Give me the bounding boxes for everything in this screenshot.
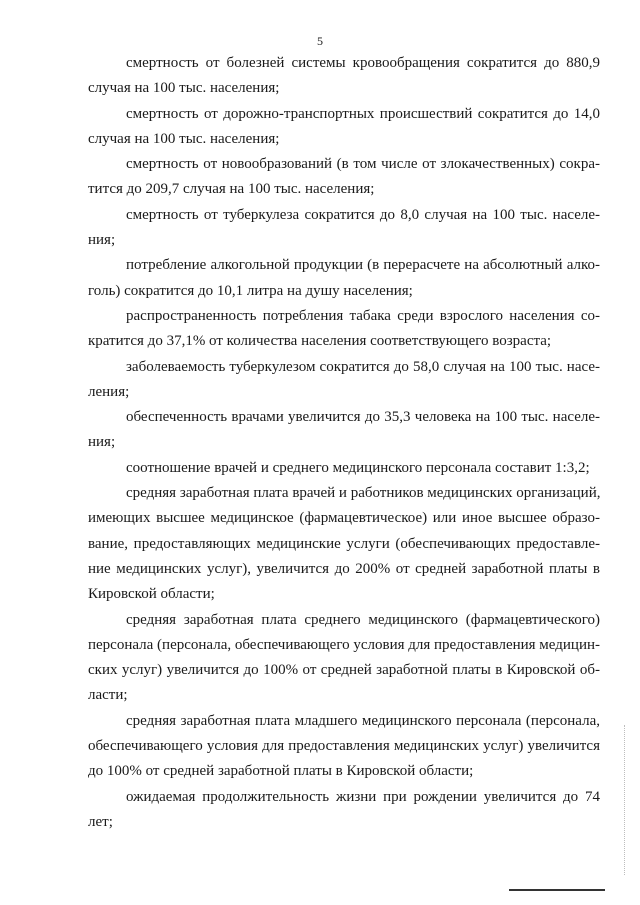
text-line: голь) сократится до 10,1 литра на душу населения; [88,282,413,299]
text-line: распространенность потребления табака среди взрослого населения со- [126,307,600,324]
text-line: ления; [88,383,130,400]
text-line: ских услуг) увеличится до 100% от средней заработной платы в Кировской об- [88,662,600,679]
text-line: средняя заработная плата врачей и работников медицинских организаций, [126,485,601,502]
text-line: ния; [88,232,116,249]
text-line: ласти; [88,687,128,704]
text-line: Кировской области; [88,586,215,603]
text-line: смертность от новообразований (в том числе от злокачественных) сокра- [126,156,600,173]
scan-margin-marks [624,725,626,875]
text-line: смертность от болезней системы кровообращения сократится до 880,9 [126,55,600,71]
text-line: ния; [88,434,116,451]
text-line: заболеваемость туберкулезом сократится до 58,0 случая на 100 тыс. насе- [126,358,600,375]
footer-rule [509,889,605,891]
text-line: имеющих высшее медицинское (фармацевтическое) или иное высшее образо- [88,510,600,527]
text-line: обеспеченность врачами увеличится до 35,3 человека на 100 тыс. населе- [126,409,600,426]
text-line: случая на 100 тыс. населения; [88,80,280,97]
text-line: ожидаемая продолжительность жизни при рождении увеличится до 74 [126,788,600,805]
text-line: смертность от дорожно-транспортных происшествий сократится до 14,0 [126,105,600,122]
document-body [88,51,600,835]
text-line: вание, предоставляющих медицинские услуги (обеспечивающих предоставле- [88,535,600,552]
page-number: 5 [317,34,323,48]
text-line: тится до 209,7 случая на 100 тыс. населения; [88,181,375,198]
text-line: смертность от туберкулеза сократится до 8,0 случая на 100 тыс. населе- [126,206,600,223]
text-line: соотношение врачей и среднего медицинского персонала составит 1:3,2; [126,459,590,476]
text-line: средняя заработная плата среднего медицинского (фармацевтического) [126,611,600,628]
text-line: средняя заработная плата младшего медицинского персонала (персонала, [126,712,600,729]
text-line: персонала (персонала, обеспечивающего условия для предоставления медицин- [88,636,600,653]
text-line: ние медицинских услуг), увеличится до 200% от средней заработной платы в [88,560,600,577]
text-line: обеспечивающего условия для предоставления медицинских услуг) увеличится [88,738,600,755]
text-line: потребление алкогольной продукции (в перерасчете на абсолютный алко- [126,257,600,274]
text-line: до 100% от средней заработной платы в Кировской области; [88,763,474,780]
text-line: кратится до 37,1% от количества населения соответствующего возраста; [88,333,552,350]
text-line: случая на 100 тыс. населения; [88,130,280,147]
text-line: лет; [88,813,113,830]
